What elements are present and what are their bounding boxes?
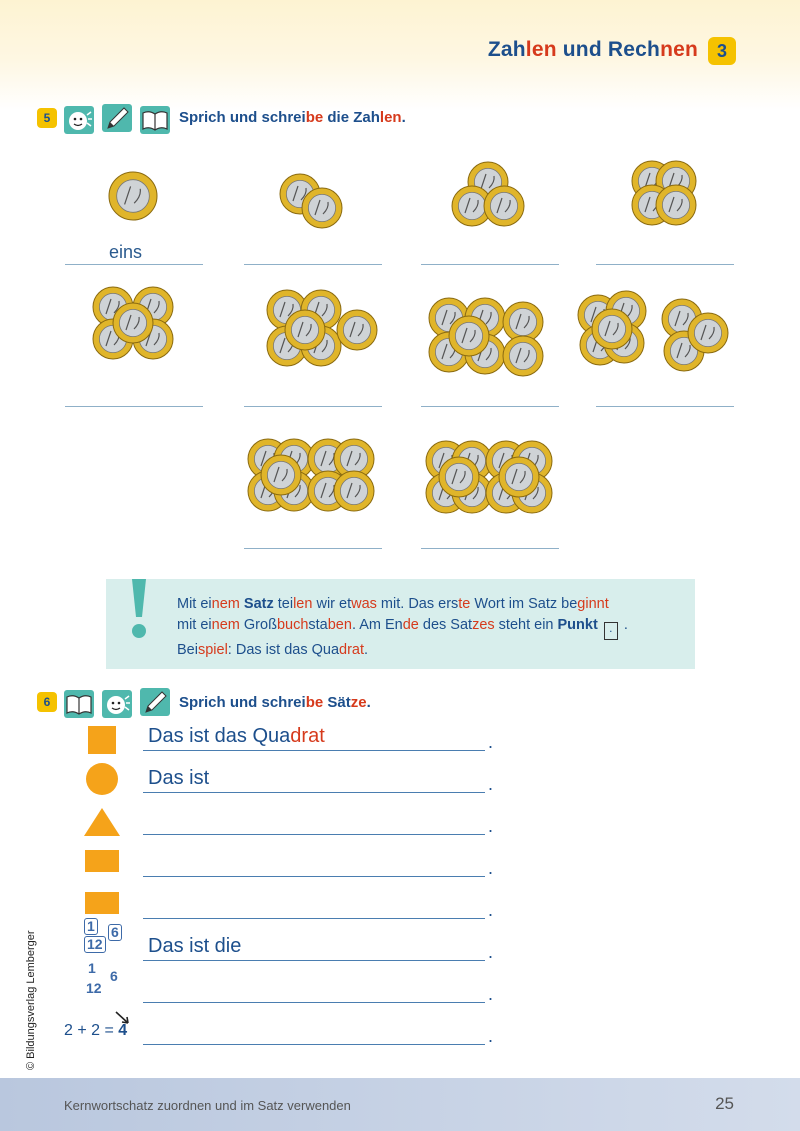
coin-group-1 — [43, 141, 223, 251]
coin-group-5 — [43, 268, 223, 378]
number-symbol: 12 — [86, 980, 102, 996]
pencil-icon — [140, 688, 170, 716]
triangle-picture — [82, 806, 122, 838]
rectangle-picture — [85, 892, 119, 914]
number-card: 6 — [108, 924, 122, 941]
sentence-line[interactable] — [143, 834, 485, 835]
number-symbol: 1 — [88, 960, 96, 976]
speak-icon — [102, 690, 132, 718]
sentence-text: Das ist das Quadrat — [148, 725, 325, 747]
euro-coin — [656, 185, 696, 225]
book-icon — [140, 106, 170, 134]
task-number-6: 6 — [37, 692, 57, 712]
rule-text: Mit einem Satz teilen wir etwas mit. Das erste Wort im Satz beginnt mit einem Großbuchstaben. Am Ende des Satzes steht ein Punkt . . Beispiel: Das ist das Quadrat. — [177, 596, 628, 658]
answer-line[interactable] — [65, 406, 203, 407]
exclamation-icon — [126, 575, 154, 645]
square-picture — [88, 726, 116, 754]
euro-coin — [449, 316, 489, 356]
euro-coin — [337, 310, 377, 350]
sentence-period: . — [488, 1026, 494, 1046]
equation-result: 4 — [118, 1022, 128, 1039]
number-cards-picture — [84, 918, 128, 958]
rectangle-picture — [85, 850, 119, 872]
equation-picture — [64, 1022, 127, 1040]
sentence-line[interactable] — [143, 1002, 485, 1003]
coin-group-3 — [398, 141, 578, 251]
euro-coin — [113, 303, 153, 343]
sentence-line[interactable] — [143, 918, 485, 919]
sentence-period: . — [488, 732, 494, 752]
answer-line[interactable] — [596, 406, 734, 407]
coin-group-8 — [574, 274, 754, 384]
chapter-title: Zahlen und Rechnen — [487, 38, 698, 61]
answer-text: eins — [109, 242, 143, 262]
chapter-number-badge: 3 — [708, 37, 736, 65]
euro-coin — [499, 457, 539, 497]
answer-line[interactable] — [244, 406, 382, 407]
copyright-notice: © Bildungsverlag Lemberger — [25, 930, 37, 1070]
sentence-line[interactable] — [143, 876, 485, 877]
sentence-text: Das ist die — [148, 935, 242, 957]
sentence-period: . — [488, 858, 494, 878]
sentence-period: . — [488, 984, 494, 1004]
coin-group-2 — [220, 145, 400, 255]
footer-text: Kernwortschatz zuordnen und im Satz verwenden — [64, 1098, 351, 1113]
sentence-line[interactable] — [143, 1044, 485, 1045]
sentence-period: . — [488, 774, 494, 794]
euro-coin — [261, 455, 301, 495]
coin-group-10 — [400, 426, 580, 536]
circle-picture — [86, 763, 118, 795]
euro-coin — [484, 186, 524, 226]
coin-group-7 — [399, 279, 579, 389]
euro-coin — [302, 188, 342, 228]
book-icon — [64, 690, 94, 718]
number-card: 1 — [84, 918, 98, 935]
speak-icon — [64, 106, 94, 134]
answer-line[interactable] — [596, 264, 734, 265]
numbers-picture — [86, 960, 130, 1000]
coin-group-6 — [223, 275, 403, 385]
task-number-5: 5 — [37, 108, 57, 128]
number-card: 12 — [84, 936, 106, 953]
pencil-icon — [102, 104, 132, 132]
euro-coin — [592, 309, 632, 349]
answer-line[interactable] — [244, 264, 382, 265]
task5-instruction: Sprich und schreibe die Zahlen. — [179, 109, 406, 126]
coin-group-9 — [222, 424, 402, 534]
punkt-symbol-box: . — [604, 622, 618, 640]
sentence-period: . — [488, 942, 494, 962]
sentence-line[interactable] — [143, 792, 485, 793]
answer-line[interactable] — [421, 406, 559, 407]
answer-line[interactable] — [421, 548, 559, 549]
sentence-line[interactable] — [143, 960, 485, 961]
euro-coin — [334, 471, 374, 511]
coin-group-4 — [574, 138, 754, 248]
sentence-text: Das ist — [148, 767, 210, 789]
page-number: 25 — [715, 1094, 734, 1113]
answer-line[interactable] — [421, 264, 559, 265]
sentence-period: . — [488, 816, 494, 836]
answer-line[interactable] — [244, 548, 382, 549]
sentence-line[interactable] — [143, 750, 485, 751]
euro-coin — [688, 313, 728, 353]
euro-coin — [285, 310, 325, 350]
answer-line[interactable] — [65, 264, 203, 265]
arrow-icon — [114, 1010, 132, 1026]
euro-coin — [439, 457, 479, 497]
equation-text: 2 + 2 = — [64, 1022, 119, 1039]
euro-coin — [503, 336, 543, 376]
sentence-period: . — [488, 900, 494, 920]
number-symbol: 6 — [110, 968, 118, 984]
task6-instruction: Sprich und schreibe Sätze. — [179, 694, 371, 711]
euro-coin — [109, 172, 157, 220]
